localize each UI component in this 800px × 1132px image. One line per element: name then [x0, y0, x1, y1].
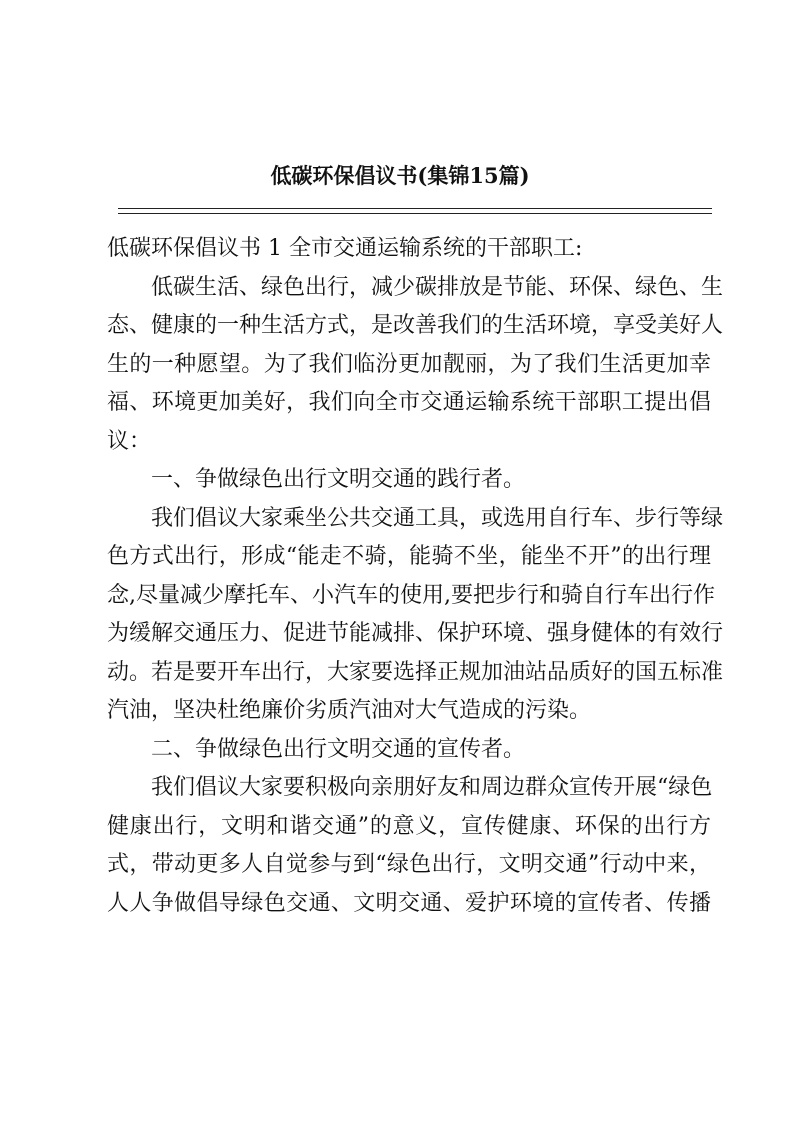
text-line: 为缓解交通压力、促进节能减排、保护环境、强身健体的有效行	[107, 621, 724, 646]
text-line: 健康出行，文明和谐交通”的意义，宣传健康、环保的出行方	[107, 813, 711, 839]
text-line: 生的一种愿望。为了我们临汾更加靓丽，为了我们生活更加幸	[107, 351, 711, 377]
text-line: 低碳生活、绿色出行，减少碳排放是节能、环保、绿色、生	[107, 274, 724, 300]
document-body	[107, 230, 724, 923]
text-line: 人人争做倡导绿色交通、文明交通、爱护环境的宣传者、传播	[107, 890, 711, 916]
text-line: 议：	[107, 428, 152, 454]
text-line: 态、健康的一种生活方式，是改善我们的生活环境，享受美好人	[107, 313, 724, 338]
document-title: 低碳环保倡议书(集锦15篇)	[270, 163, 530, 188]
text-line: 色方式出行，形成“能走不骑，能骑不坐，能坐不开”的出行理	[107, 544, 711, 569]
text-line: 动。若是要开车出行，大家要选择正规加油站品质好的国五标准	[107, 659, 724, 685]
text-line: 福、环境更加美好，我们向全市交通运输系统干部职工提出倡	[107, 390, 711, 415]
title-divider-top	[118, 208, 712, 209]
text-line: 式，带动更多人自觉参与到“绿色出行，文明交通”行动中来，	[107, 852, 711, 877]
text-line: 念,尽量减少摩托车、小汽车的使用,要把步行和骑自行车出行作	[107, 582, 715, 608]
text-line: 低碳环保倡议书 1 全市交通运输系统的干部职工:	[107, 236, 583, 261]
text-line: 一、争做绿色出行文明交通的践行者。	[107, 467, 526, 492]
text-line: 汽油，坚决杜绝廉价劣质汽油对大气造成的污染。	[107, 698, 592, 723]
text-line: 二、争做绿色出行文明交通的宣传者。	[107, 736, 526, 762]
text-line: 我们倡议大家要积极向亲朋好友和周边群众宣传开展“绿色	[107, 775, 713, 800]
title-divider-bottom	[118, 213, 712, 214]
text-line: 我们倡议大家乘坐公共交通工具，或选用自行车、步行等绿	[107, 505, 724, 531]
